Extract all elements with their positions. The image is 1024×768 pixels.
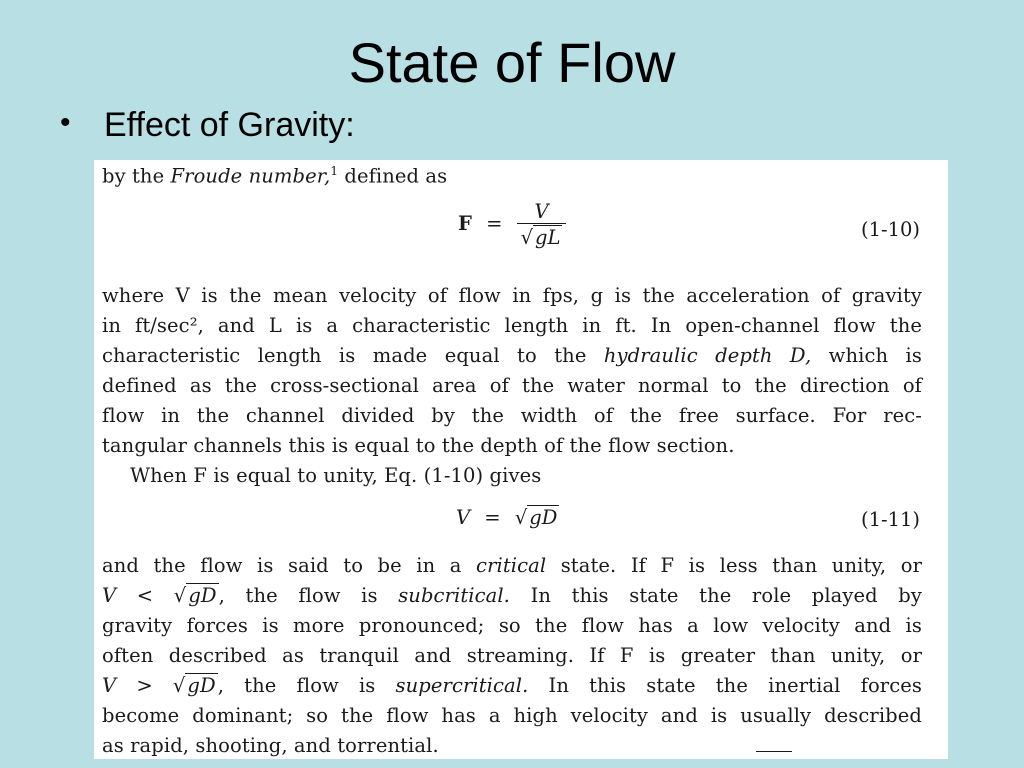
equation-number: (1-11): [860, 508, 920, 531]
text-line: V < √ gD , the flow is subcritical. In this state the role played by: [102, 584, 923, 607]
footnote-rule: [756, 751, 792, 752]
fraction: $\frac{V}{√ gL}$: [517, 200, 567, 249]
text-line: and the flow is said to be in a critical state. If F is less than unity, or: [102, 554, 922, 577]
froude-number-term: Froude number,: [170, 164, 331, 188]
text-line: V > √ gD , the flow is supercritical. In this state the inertial forces: [102, 674, 922, 697]
hydraulic-depth-term: hydraulic depth D,: [603, 344, 812, 367]
text-line: characteristic length is made equal to the hydraulic depth D, which is: [102, 344, 922, 367]
equation-froude: F = $\frac{V}{√ gL}$: [458, 200, 566, 249]
critical-term: critical: [476, 554, 547, 577]
text-line: gravity forces is more pronounced; so the flow has a low velocity and is: [102, 614, 922, 637]
supercritical-term: supercritical.: [395, 674, 529, 697]
slide-title: State of Flow: [348, 31, 676, 94]
text-line: become dominant; so the flow has a high velocity and is usually described: [102, 704, 922, 727]
scanned-text-excerpt: [94, 160, 948, 759]
text-line: When F is equal to unity, Eq. (1-10) gives: [130, 464, 542, 487]
bullet-item: [60, 106, 355, 145]
footnote-marker: 1: [330, 164, 339, 178]
bullet-text: Effect of Gravity:: [104, 106, 355, 144]
text-line: tangular channels this is equal to the depth of the flow section.: [102, 434, 735, 457]
equation-number: (1-10): [860, 218, 920, 241]
text-line: flow in the channel divided by the width of the free surface. For rec-: [102, 404, 922, 427]
text-line: defined as the cross-sectional area of the water normal to the direction of: [102, 374, 922, 397]
text-line: often described as tranquil and streaming. If F is greater than unity, or: [102, 644, 922, 667]
subcritical-term: subcritical.: [398, 584, 510, 607]
equation-critical-velocity: V = √ gD: [456, 506, 558, 529]
text-line: where V is the mean velocity of flow in fps, g is the acceleration of gravity: [102, 284, 922, 307]
bullet-dot-icon: •: [60, 106, 71, 139]
text-line: as rapid, shooting, and torrential.: [102, 734, 439, 757]
text-line: in ft/sec², and L is a characteristic length in ft. In open-channel flow the: [102, 314, 922, 337]
text-line: by the Froude number,$^1$ defined as: [102, 164, 448, 188]
